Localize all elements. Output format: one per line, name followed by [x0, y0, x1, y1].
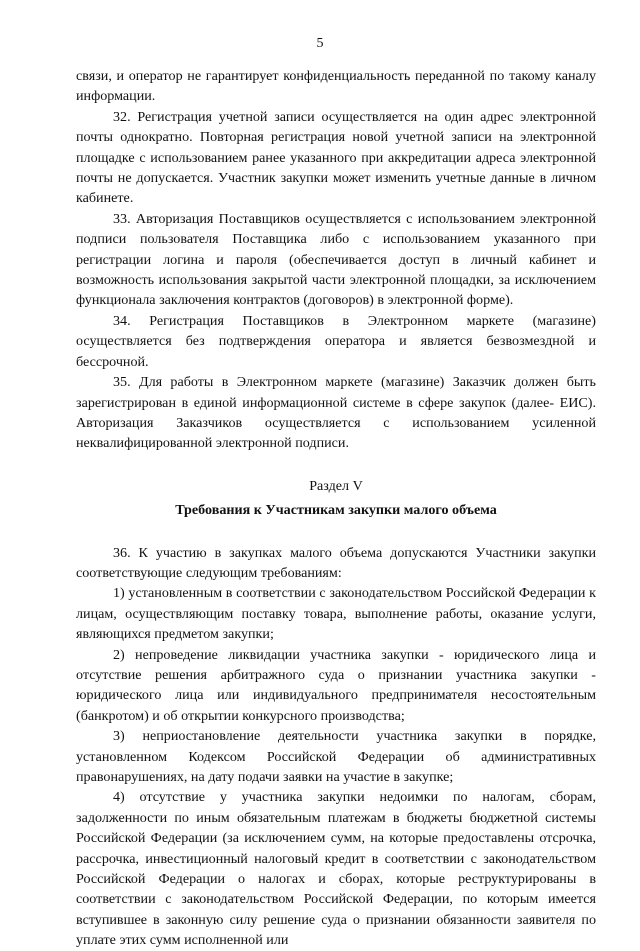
list-item-4: 4) отсутствие у участника закупки недоимки по налогам, сборам, задолженности по иным обязательным платежам в бюджеты бюджетной системы Российской Федерации (за исключением сумм, на которые предоставлены отсрочка, рассрочка, инвестиционный налоговый кредит в соответствии с законодательством Российской Федерации о налогах и сборах, которые реструктурированы в соответствии с законодательством Российской Федерации, по которым имеется вступившее в законную силу решение суда о признании обязанности заявителя по уплате этих сумм исполненной или	[76, 789, 596, 949]
page-number: 5	[316, 36, 324, 51]
list-item-1: 1) установленным в соответствии с законодательством Российской Федерации к лицам, осуществляющим поставку товара, выполнение работы, оказание услуги, являющихся предметом закупки;	[76, 585, 596, 643]
paragraph-36: 36. К участию в закупках малого объема допускаются Участники закупки соответствующие следующим требованиям:	[76, 544, 596, 581]
paragraph-32: 32. Регистрация учетной записи осуществляется на один адрес электронной почты однократно. Повторная регистрация новой учетной записи на электронной площадке с использованием ранее указанного при аккредитации адреса электронной почты не допускается. Участник закупки может изменить учетные данные в личном кабинете.	[76, 108, 596, 207]
section-spacer	[76, 454, 596, 476]
paragraph-34: 34. Регистрация Поставщиков в Электронном маркете (магазине) осуществляется без подтверждения оператора и является безвозмездной и бессрочной.	[76, 312, 596, 370]
heading-spacer	[76, 521, 596, 543]
section-label: Раздел V	[309, 477, 363, 494]
document-body	[76, 66, 596, 951]
section-heading: Требования к Участникам закупки малого объема	[175, 502, 497, 519]
list-item-2: 2) непроведение ликвидации участника закупки - юридического лица и отсутствие решения арбитражного суда о признании участника закупки - юридического лица или индивидуального предпринимателя несостоятельным (банкротом) и об открытии конкурсного производства;	[76, 646, 596, 724]
paragraph-33: 33. Авторизация Поставщиков осуществляется с использованием электронной подписи пользователя Поставщика либо с использованием указанного при регистрации логина и пароля (обеспечивается доступ в личный кабинет и возможность использования закрытой части электронной площадки, за исключением функционала заключения контрактов (договоров) в электронной форме).	[76, 210, 596, 309]
paragraph-continuation: связи, и оператор не гарантирует конфиденциальность переданной по такому каналу информации.	[76, 68, 596, 105]
paragraph-35: 35. Для работы в Электронном маркете (магазине) Заказчик должен быть зарегистрирован в единой информационной системе в сфере закупок (далее- ЕИС). Авторизация Заказчиков осуществляется с использованием усиленной неквалифицированной электронной подписи.	[76, 374, 596, 452]
list-item-3: 3) неприостановление деятельности участника закупки в порядке, установленном Кодексом Российской Федерации об административных правонарушениях, на дату подачи заявки на участие в закупке;	[76, 728, 596, 785]
